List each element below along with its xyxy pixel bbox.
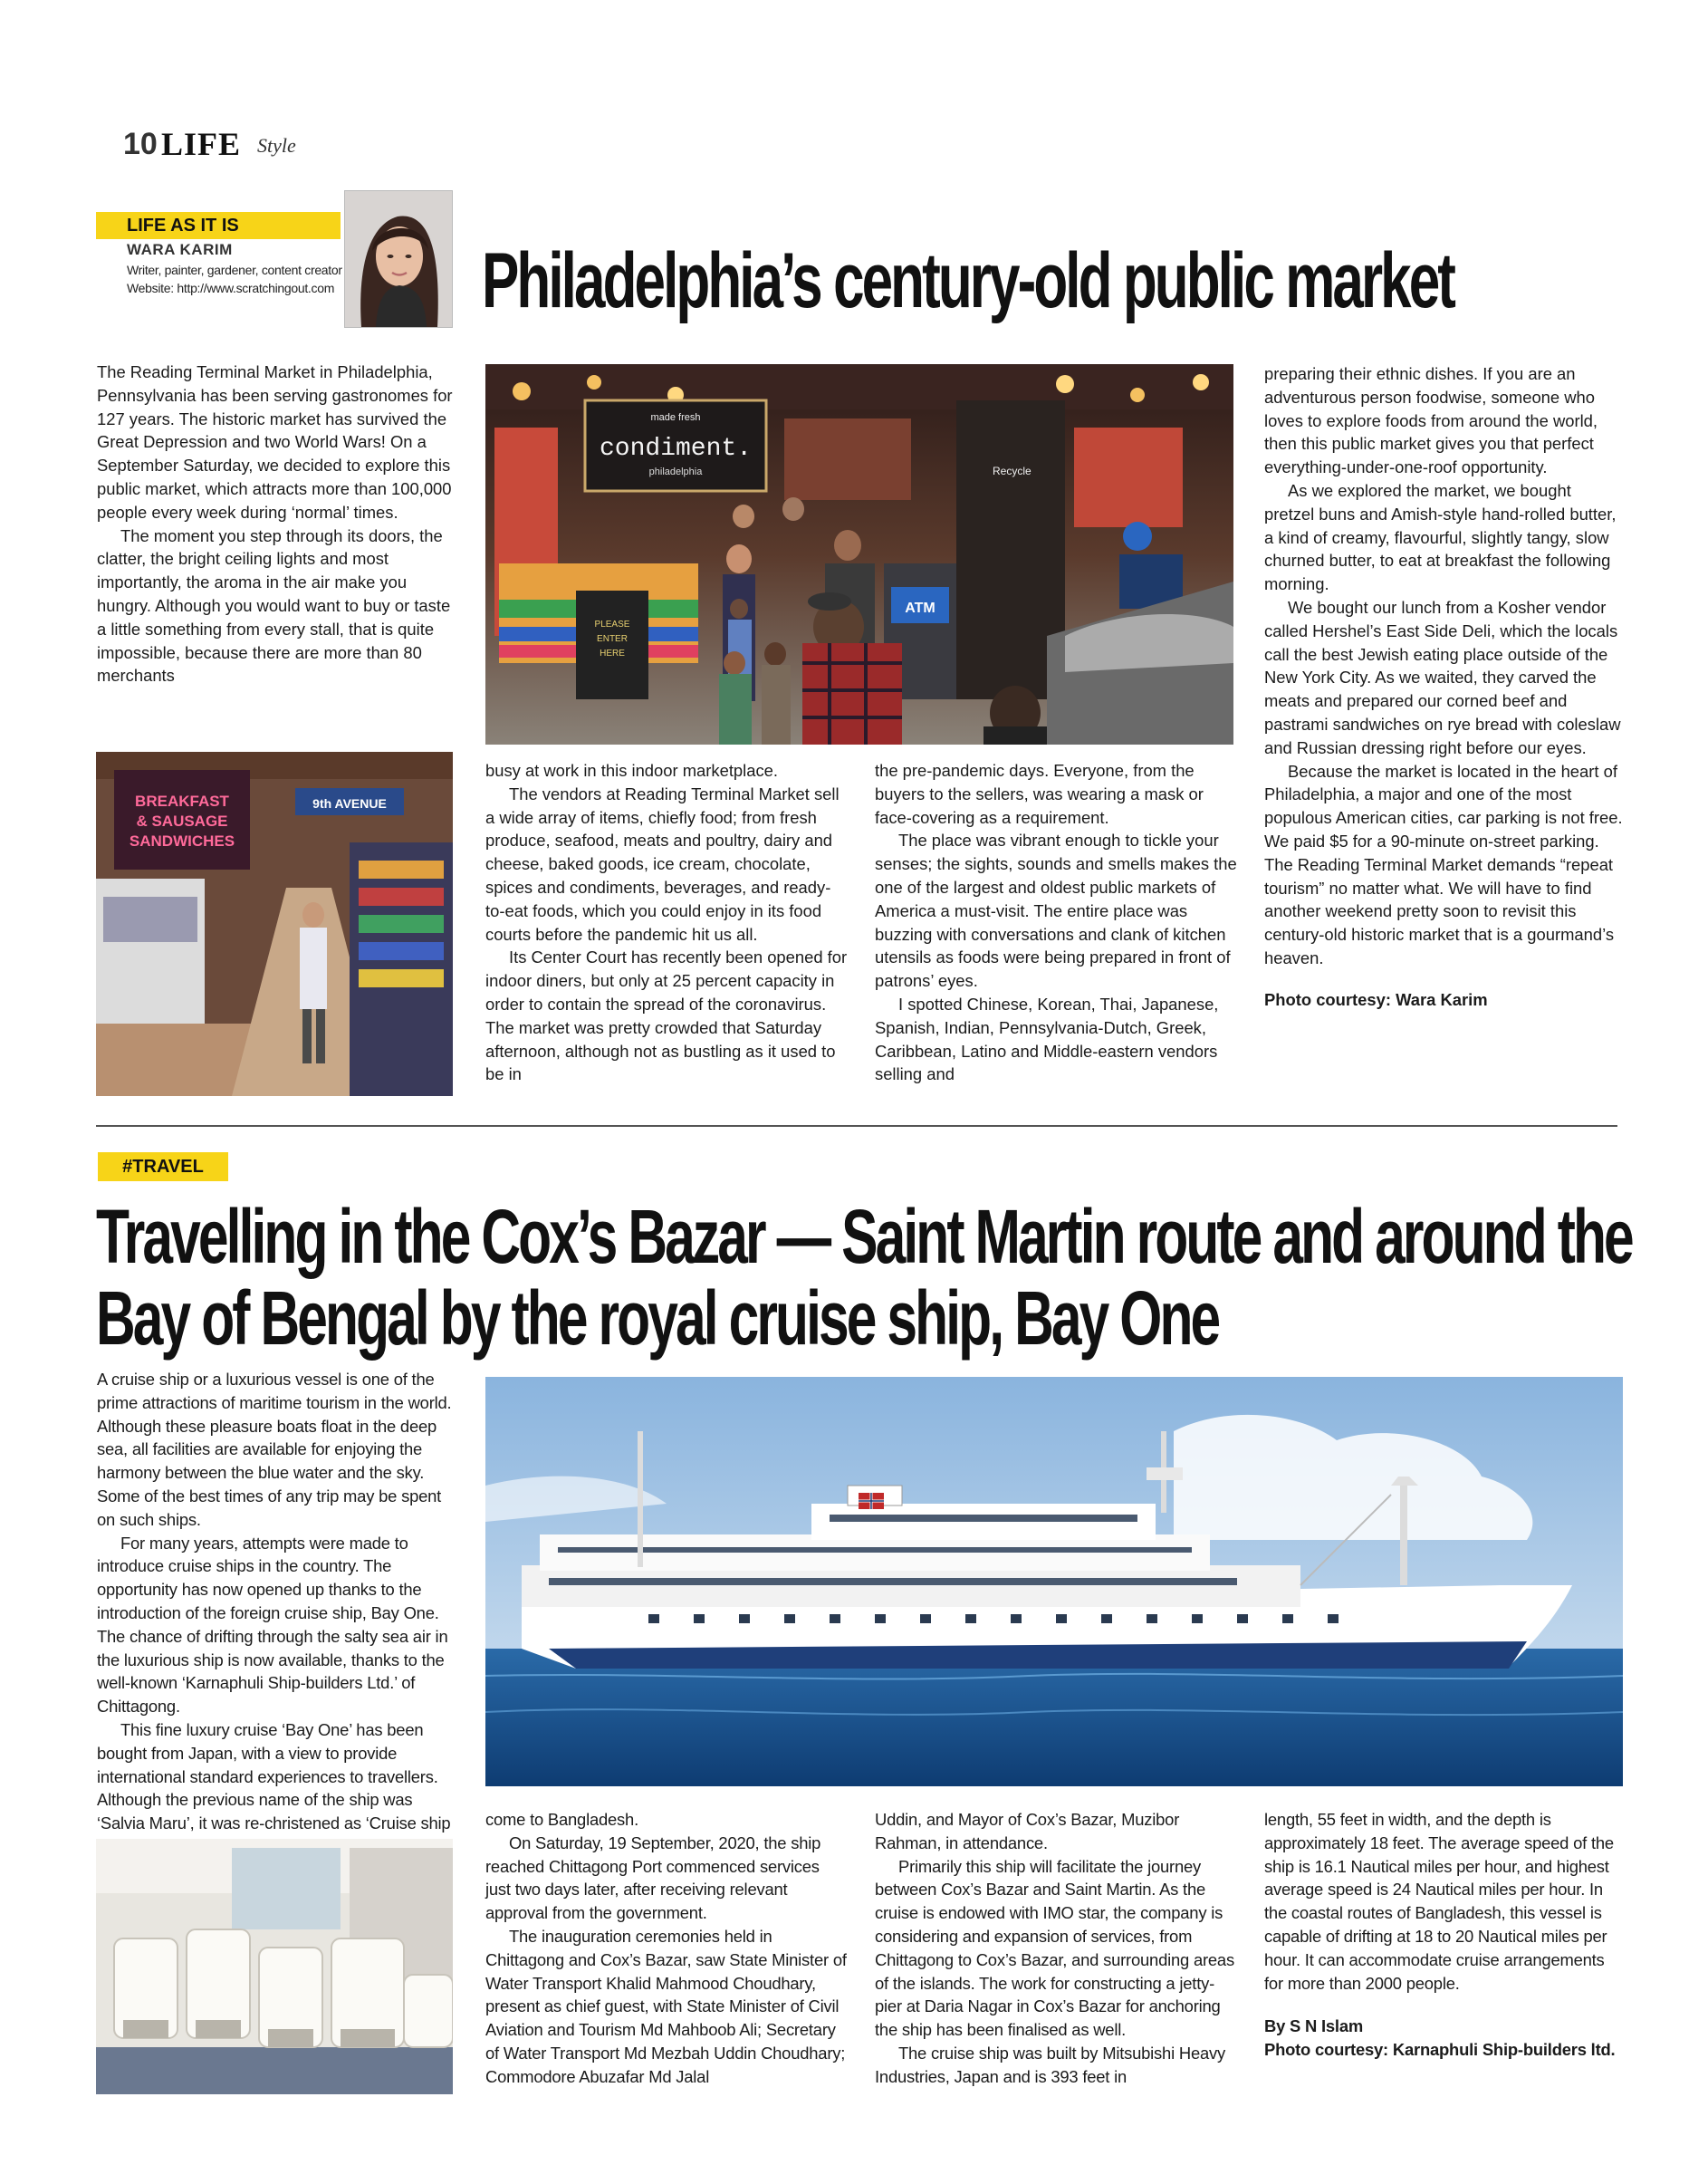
please-enter-sign-1: PLEASE	[594, 620, 630, 630]
breakfast-sign-3: SANDWICHES	[129, 832, 235, 850]
please-enter-sign-2: ENTER	[597, 634, 628, 644]
author-bio: Writer, painter, gardener, content creator	[127, 263, 342, 277]
article2-paragraph: A cruise ship or a luxurious vessel is one of the prime attractions of maritime tourism in the world. Although these pleasure boats float in the deep sea, all facilities are available for enjoying the harmony between the blue water and the sky. Some of the best times of any trip may be spent on such ships.	[97, 1370, 452, 1529]
breakfast-sign-1: BREAKFAST	[135, 793, 229, 810]
article2-paragraph: The cruise ship was built by Mitsubishi Heavy Industries, Japan and is 393 feet in	[875, 2043, 1226, 2086]
article2-paragraph: Primarily this ship will facilitate the journey between Cox’s Bazar and Saint Martin. As the cruise is endowed with IMO star, the company is considering and expansion of services, from Chittagong to Cox’s Bazar, and surrounding areas of the islands. The work for constructing a jetty-pier at Daria Nagar in Cox’s Bazar for anchoring the ship has been finalised as well.	[875, 1856, 1234, 2040]
article2-paragraph: length, 55 feet in width, and the depth is approximately 18 feet. The average speed of the ship is 16.1 Nautical miles per hour, and highest average speed is 24 Nautical miles per hour. In the coastal routes of Bangladesh, this vessel is capable of drifting at 18 to 20 Nautical miles per hour. It can accommodate cruise arrangements for more than 2000 people.	[1264, 1810, 1614, 1993]
market-stall-photo	[96, 752, 453, 1096]
article2-headline-line-2: Bay of Bengal by the royal cruise ship, Bay One	[96, 1275, 1219, 1361]
travel-tag: #TRAVEL	[98, 1152, 228, 1181]
article1-paragraph: As we explored the market, we bought pretzel buns and Amish-style hand-rolled butter, a kind of creamy, flavourful, slightly tangy, slow churned butter, to eat at breakfast the following morning.	[1264, 480, 1617, 594]
article2-column-1	[97, 1368, 459, 1859]
cruise-ship-photo	[485, 1377, 1623, 1786]
article1-paragraph: The Reading Terminal Market in Philadelphia, Pennsylvania has been serving gastronomes for 127 years. The historic market has survived the Great Depression and two World Wars! On a September Saturday, we decided to explore this public market, which attracts more than 100,000 people every week during ‘normal’ times.	[97, 362, 453, 522]
article1-paragraph: busy at work in this indoor marketplace.	[485, 761, 779, 780]
article-divider	[96, 1125, 1617, 1127]
article1-paragraph: preparing their ethnic dishes. If you are an adventurous person foodwise, someone who loves to explore foods from around the world, then this public market gives you that perfect everything-under-one-roof opportunity.	[1264, 364, 1598, 477]
article1-column-2	[485, 759, 848, 1086]
article2-photo-credit: Photo courtesy: Karnaphuli Ship-builders ltd.	[1264, 2040, 1616, 2060]
author-avatar	[344, 190, 453, 328]
aisle-sign: 9th AVENUE	[312, 796, 387, 811]
article1-column-3	[875, 759, 1237, 1086]
store-sign-name: condiment.	[599, 435, 753, 463]
market-interior-photo	[485, 364, 1233, 745]
article1-paragraph: the pre-pandemic days. Everyone, from the buyers to the sellers, was wearing a mask or face-covering as a requirement.	[875, 761, 1204, 827]
article2-column-2	[485, 1808, 848, 2089]
recycle-sign: Recycle	[993, 465, 1032, 477]
article2-paragraph: Uddin, and Mayor of Cox’s Bazar, Muzibor Rahman, in attendance.	[875, 1810, 1180, 1852]
article1-paragraph: Because the market is located in the heart of Philadelphia, a major and one of the most populous American cities, car parking is not free. We paid $5 for a 90-minute on-street parking. The Reading Terminal Market demands “repeat tourism” no matter what. We will have to find another weekend pretty soon to revisit this century-old historic market that is a gourmand’s heaven.	[1264, 761, 1623, 967]
article1-paragraph: The moment you step through its doors, the clatter, the bright ceiling lights and most importantly, the aroma in the air make you hungry. Although you would want to buy or taste a little something from every stall, that is quite impossible, because there are more than 80 merchants	[97, 525, 451, 686]
article2-paragraph: For many years, attempts were made to introduce cruise ships in the country. The opportunity has now opened up thanks to the introduction of the foreign cruise ship, Bay One. The chance of drifting through the salty sea air in the luxurious ship is now available, thanks to the well-known ‘Karnaphuli Ship-builders Ltd.’ of Chittagong.	[97, 1533, 448, 1717]
author-name: WARA KARIM	[127, 241, 233, 258]
cabin-seats-photo	[96, 1839, 453, 2094]
section-label: LIFE AS IT IS	[127, 216, 239, 236]
store-sign-small: made fresh	[650, 412, 701, 423]
brand-logo-sub: Style	[257, 134, 296, 157]
article1-column-4	[1264, 362, 1623, 1012]
brand-logo: LIFE	[161, 126, 242, 162]
article2-paragraph: The inauguration ceremonies held in Chittagong and Cox’s Bazar, saw State Minister of Water Transport Khalid Mahmood Choudhary, present as chief guest, with State Minister of Civil Aviation and Tourism Md Mahboob Ali; Secretary of Water Transport Md Mezbah Uddin Choudhary; Commodore Abuzafar Md Jalal	[485, 1926, 847, 2086]
author-website: Website: http://www.scratchingout.com	[127, 281, 335, 295]
article1-paragraph: We bought our lunch from a Kosher vendor called Hershel’s East Side Deli, which the locals call the best Jewish eating place outside of the New York City. As we waited, they carved the meats and prepared our corned beef and pastrami sandwiches on rye bread with coleslaw and Russian dressing right before our eyes.	[1264, 597, 1621, 757]
article2-byline: By S N Islam	[1264, 2016, 1364, 2036]
article2-paragraph: On Saturday, 19 September, 2020, the ship reached Chittagong Port commenced services just two days later, after receiving relevant approval from the government.	[485, 1833, 821, 1923]
page-number: 10	[123, 127, 158, 161]
article1-paragraph: Its Center Court has recently been opened for indoor diners, but only at 25 percent capacity in order to contain the spread of the coronavirus. The market was pretty crowded that Saturday afternoon, although not as bustling as it used to be in	[485, 948, 848, 1084]
article1-headline: Philadelphia’s century-old public market	[482, 237, 1454, 324]
article1-paragraph: The vendors at Reading Terminal Market sell a wide array of items, chiefly food; from fresh produce, seafood, meats and poultry, dairy and cheese, baked goods, ice cream, chocolate, spices and condiments, beverages, and ready-to-eat foods, which you could enjoy in its food courts before the pandemic hit us all.	[485, 784, 840, 944]
article2-paragraph: come to Bangladesh.	[485, 1810, 638, 1829]
article2-column-4	[1264, 1808, 1623, 2062]
breakfast-sign-2: & SAUSAGE	[136, 813, 228, 830]
article1-paragraph: I spotted Chinese, Korean, Thai, Japanese, Spanish, Indian, Pennsylvania-Dutch, Greek, Caribbean, Latino and Middle-eastern vendors selling and	[875, 994, 1219, 1084]
article2-headline-line-1: Travelling in the Cox’s Bazar — Saint Martin route and around the	[96, 1194, 1632, 1279]
store-sign-city: philadelphia	[648, 467, 703, 477]
please-enter-sign-3: HERE	[600, 649, 625, 659]
atm-sign: ATM	[905, 601, 936, 616]
article2-column-3	[875, 1808, 1237, 2089]
article1-paragraph: The place was vibrant enough to tickle your senses; the sights, sounds and smells makes the one of the largest and oldest public markets of America a must-visit. The entire place was buzzing with conversations and clank of kitchen utensils as foods were being prepared in front of patrons’ eyes.	[875, 831, 1237, 991]
page-header	[123, 125, 395, 165]
article1-column-1	[97, 361, 459, 688]
article1-photo-credit: Photo courtesy: Wara Karim	[1264, 989, 1488, 1009]
article2-paragraph: This fine luxury cruise ‘Bay One’ has been bought from Japan, with a view to provide international standard experiences to travellers. Although the previous name of the ship was ‘Salvia Maru’, it was re-christened as ‘Cruise ship	[97, 1719, 451, 1833]
